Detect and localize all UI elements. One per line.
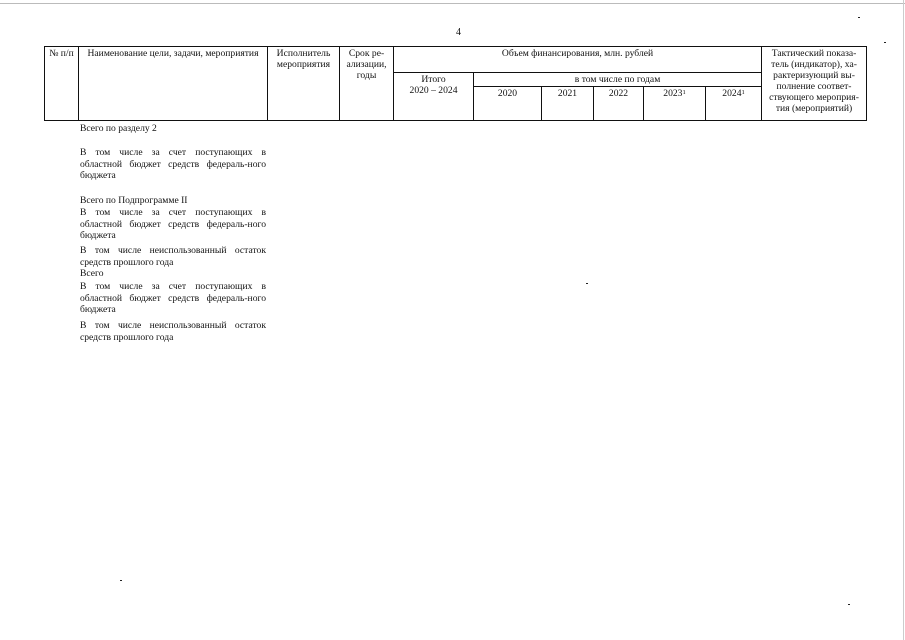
header-total-label: Итого [421,74,446,85]
header-col-funding: Объем финансирования, млн. рублей [394,47,762,73]
row-label: В том числе за счет поступающих в областной бюджет средств федераль-ного бюджета [80,281,266,315]
header-year-2021: 2021 [542,87,594,121]
footnote-mark: 1 [741,89,745,96]
row-label: Всего по разделу 2 [80,123,157,134]
year-2024-label: 2024 [722,88,742,99]
header-total-years: 2020 – 2024 [409,85,458,96]
year-2023-label: 2023 [663,88,683,99]
footnote-mark: 1 [682,89,686,96]
header-col-name: Наименование цели, задачи, мероприятия [79,47,268,121]
row-label: В том числе неиспользованный остаток средств прошлого года [80,320,266,343]
row-label: В том числе за счет поступающих в областной бюджет средств федераль-ного бюджета [80,207,266,241]
header-col-by-years: в том числе по годам [474,73,762,87]
header-year-2022: 2022 [594,87,644,121]
header-col-term: Срок ре-ализации, годы [340,47,394,121]
header-col-executor: Исполнитель мероприятия [268,47,340,121]
header-year-2020: 2020 [474,87,542,121]
row-label: Всего [80,268,104,279]
row-label: В том числе неиспользованный остаток средств прошлого года [80,245,266,268]
page-number: 4 [456,27,461,38]
header-col-indicator: Тактический показа-тель (индикатор), ха-рактеризующий вы-полнение соответ-ствующего мероприя-тия (мероприятий) [762,47,867,121]
row-label: В том числе за счет поступающих в областной бюджет средств федераль-ного бюджета [80,147,266,181]
row-label: Всего по Подпрограмме II [80,195,188,206]
header-col-number: № п/п [45,47,79,121]
